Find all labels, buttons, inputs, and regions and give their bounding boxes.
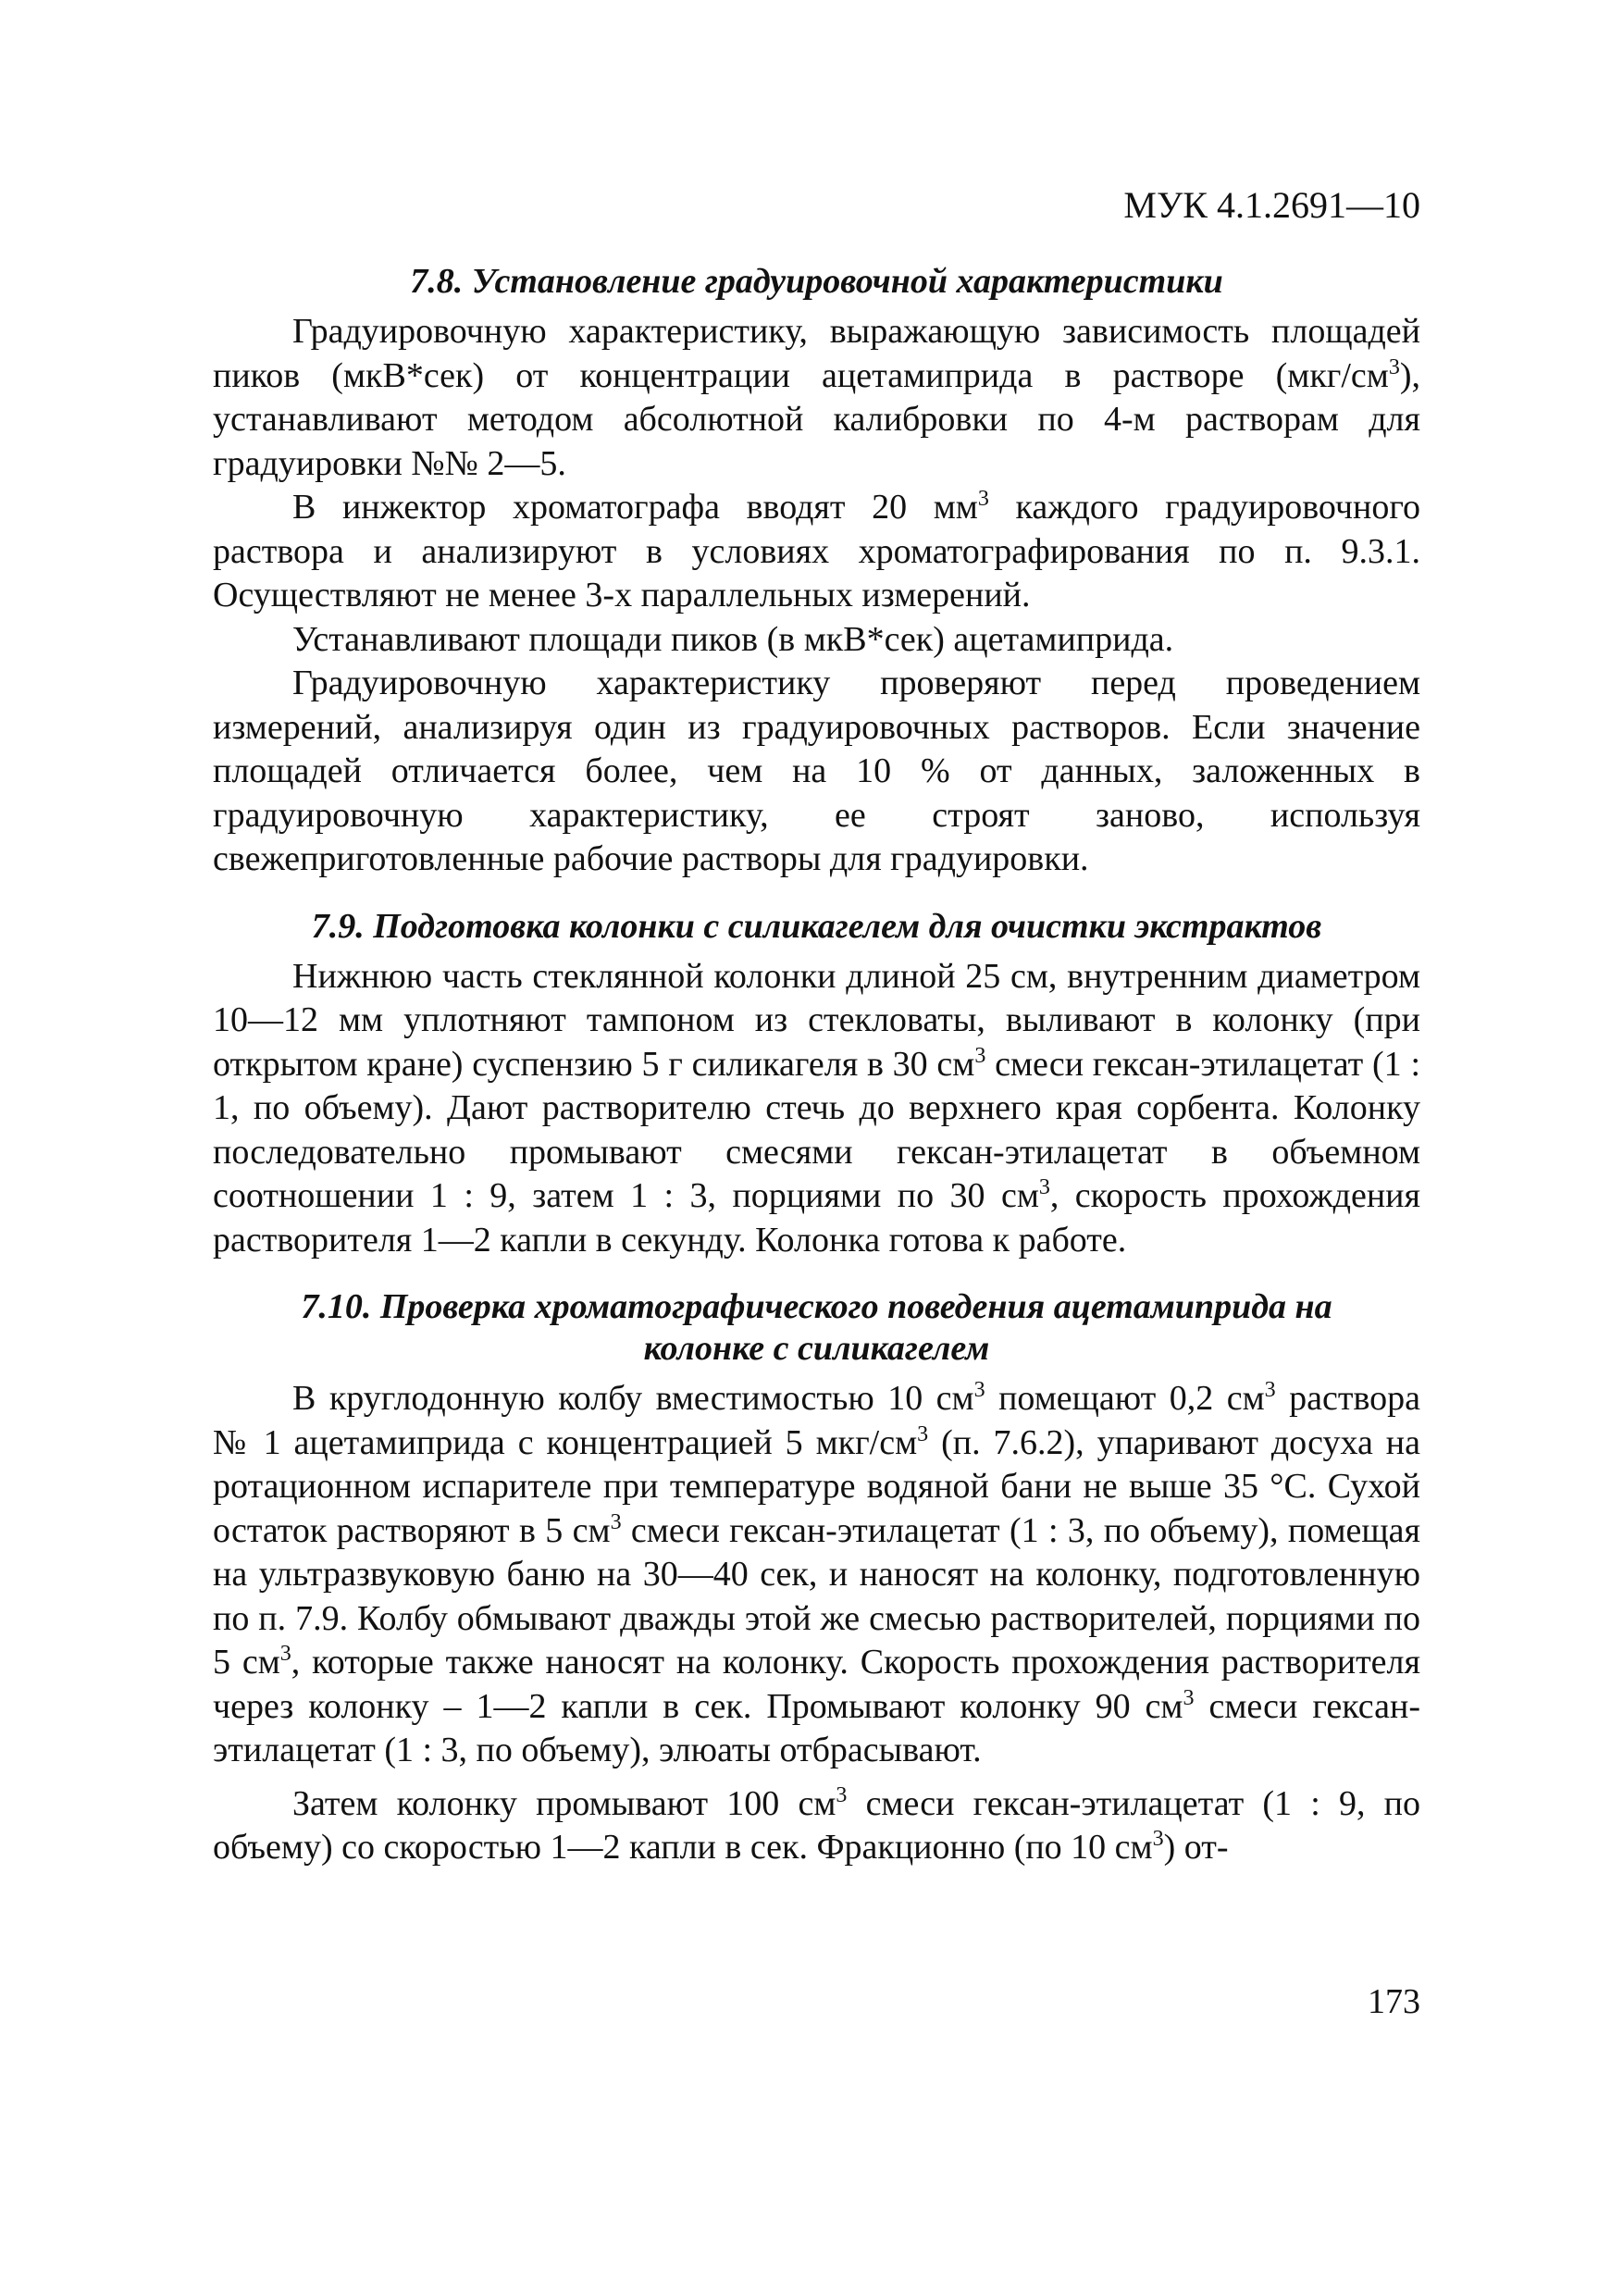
paragraph: Затем колонку промывают 100 $см^3$ смеси гексан-этилацетат (1 : 9, по объему) со скоростью 1—2 капли в сек. Фракционно (по 10 $см^3$) от- <box>213 1782 1420 1867</box>
document-page <box>213 181 1420 1870</box>
section-heading-7-8: 7.8. Установление градуировочной характеристики <box>410 262 1223 301</box>
section-heading-7-9: 7.9. Подготовка колонки с силикагелем для очистки экстрактов <box>311 906 1322 946</box>
paragraph: В инжектор хроматографа вводят 20 $мм^3$ каждого градуировочного раствора и анализируют в условиях хроматографирования по п. 9.3.1. Осуществляют не менее 3-х параллельных измерений. <box>213 487 1420 614</box>
running-head: МУК 4.1.2691—10 <box>1123 184 1420 226</box>
paragraph: В круглодонную колбу вместимостью 10 $см^3$ помещают 0,2 $см^3$ раствора № 1 ацетамиприда с концентрацией 5 мкг/$см^3$ (п. 7.6.2), упаривают досуха на ротационном испарителе при температуре водяной бани не выше 35 °С. Сухой остаток растворяют в 5 $см^3$ смеси гексан-этилацетат (1 : 3, по объему), помещая на ультразвуковую баню на 30—40 сек, и наносят на колонку, подготовленную по п. 7.9. Колбу обмывают дважды этой же смесью растворителей, порциями по 5 $см^3$, которые также наносят на колонку. Скорость прохождения растворителя через колонку – 1—2 капли в сек. Промывают колонку 90 $см^3$ смеси гексан-этилацетат (1 : 3, по объему), элюаты отбрасывают. <box>213 1378 1421 1769</box>
paragraph: Нижнюю часть стеклянной колонки длиной 25 см, внутренним диаметром 10—12 мм уплотняют тампоном из стекловаты, выливают в колонку (при открытом кране) суспензию 5 г силикагеля в 30 $см^3$ смеси гексан-этилацетат (1 : 1, по объему). Дают растворителю стечь до верхнего края сорбента. Колонку последовательно промывают смесями гексан-этилацетат в объемном соотношении 1 : 9, затем 1 : 3, порциями по 30 $см^3$, скорость прохождения растворителя 1—2 капли в секунду. Колонка готова к работе. <box>213 956 1420 1260</box>
section-heading-line: 7.10. Проверка хроматографического поведения ацетамиприда на <box>301 1287 1332 1326</box>
paragraph: Градуировочную характеристику проверяют перед проведением измерений, анализируя один из градуировочных растворов. Если значение площадей отличается более, чем на 10 % от данных, заложенных в градуировочную характеристику, ее строят заново, используя свежеприготовленные рабочие растворы для градуировки. <box>213 664 1420 878</box>
section-heading-line: колонке с силикагелем <box>643 1329 990 1368</box>
paragraph: Градуировочную характеристику, выражающую зависимость площадей пиков (мкВ*сек) от концентрации ацетамиприда в растворе $(мкг/см^3)$, устанавливают методом абсолютной калибровки по 4-м растворам для градуировки №№ 2—5. <box>213 312 1420 483</box>
page-number: 173 <box>1368 1982 1420 2021</box>
paragraph: Устанавливают площади пиков (в мкВ*сек) ацетамиприда. <box>292 619 1174 659</box>
section-heading-7-10 <box>213 1286 1420 1370</box>
